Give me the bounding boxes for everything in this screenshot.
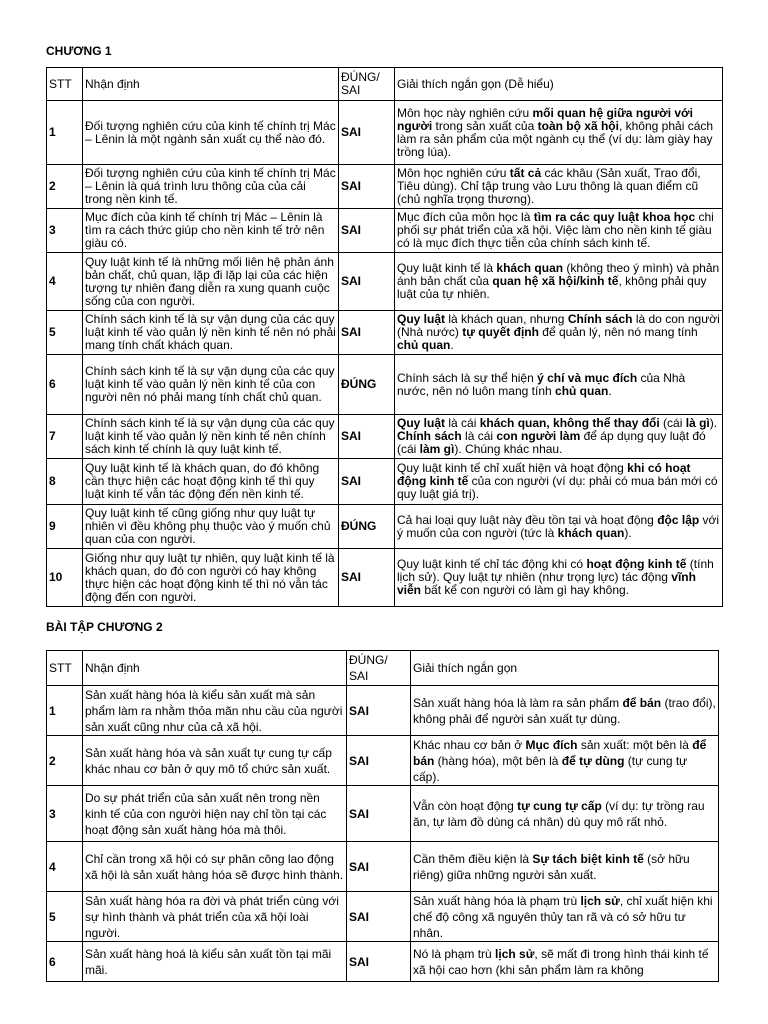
explanation-text: (sở hữu riêng) giữa những người sản xuất.	[413, 851, 690, 882]
explanation-cell	[395, 505, 723, 549]
answer-cell: SAI	[339, 311, 395, 355]
statement-cell: Đối tượng nghiên cứu của kinh tế chính trị Mác – Lênin là quá trình lưu thông của của cải trong nền kinh tế.	[83, 165, 339, 209]
row-number: 1	[47, 101, 83, 165]
statement-cell: Sản xuất hàng hóa là kiểu sản xuất mà sản phẩm làm ra nhằm thỏa mãn nhu cầu của người sản xuất cũng như của cả xã hội.	[83, 686, 347, 736]
header-answer: ĐÚNG/ SAI	[347, 651, 411, 686]
table-row	[47, 165, 723, 209]
answer-cell: SAI	[339, 165, 395, 209]
answer-cell: SAI	[347, 942, 411, 982]
explanation-text: Sản xuất hàng hóa là làm ra sản phẩm	[413, 695, 623, 710]
explanation-text: với ý muốn của con người (tức là	[397, 512, 720, 540]
table-row	[47, 209, 723, 253]
explanation-emphasis: khi có hoạt động kinh tế	[397, 461, 691, 488]
statement-cell: Do sự phát triển của sản xuất nên trong nền kinh tế của con người hiện nay chỉ tồn tại các hoạt động sản xuất hàng hóa mà thôi.	[83, 786, 347, 842]
explanation-cell	[395, 253, 723, 311]
explanation-text: , không phải quy luật của tự nhiên.	[397, 274, 707, 301]
explanation-emphasis: Sự tách biệt kinh tế	[532, 851, 644, 866]
explanation-text: Cần thêm điều kiện là	[413, 851, 533, 866]
statement-cell: Chỉ cần trong xã hội có sự phân công lao động xã hội là sản xuất hàng hóa sẽ được hình thành.	[83, 842, 347, 892]
row-number: 3	[47, 786, 83, 842]
answer-cell: SAI	[347, 842, 411, 892]
table-row	[47, 842, 719, 892]
explanation-text: Nó là phạm trù	[413, 946, 496, 961]
answer-cell: SAI	[339, 549, 395, 607]
explanation-text: , chỉ xuất hiện khi chế độ công xã nguyên thủy tan rã và có sở hữu tư nhân.	[413, 893, 713, 940]
statement-cell: Sản xuất hàng hoá là kiểu sản xuất tồn tại mãi mãi.	[83, 942, 347, 982]
header-stt: STT	[47, 651, 83, 686]
explanation-text: , sẽ mất đi trong hình thái kinh tế xã hội cao hơn (khi sản phẩm làm ra không	[413, 946, 709, 977]
explanation-text: (tự cung tự cấp).	[413, 753, 688, 784]
answer-cell: SAI	[339, 209, 395, 253]
explanation-text: Khác nhau cơ bản ở	[413, 737, 526, 752]
statement-cell: Mục đích của kinh tế chính trị Mác – Lênin là tìm ra cách thức giúp cho nền kinh tế trở nên giàu có.	[83, 209, 339, 253]
answer-cell: SAI	[339, 101, 395, 165]
chapter1-title: CHƯƠNG 1	[46, 44, 112, 58]
statement-cell: Quy luật kinh tế cũng giống như quy luật tự nhiên vì đều không phụ thuộc vào ý muốn chủ quan của con người.	[83, 505, 339, 549]
explanation-emphasis: khách quan, không thể thay đổi	[479, 416, 660, 430]
table-row	[47, 786, 719, 842]
explanation-emphasis: chủ quan	[397, 338, 451, 352]
explanation-text: để quản lý, nên nó mang tính	[538, 325, 698, 339]
explanation-cell	[411, 942, 719, 982]
explanation-text: là khách quan, nhưng	[445, 312, 568, 326]
row-number: 2	[47, 165, 83, 209]
explanation-cell	[395, 459, 723, 505]
explanation-text: bất kể con người có làm gì hay không.	[421, 583, 630, 597]
explanation-text: Mục đích của môn học là	[397, 210, 534, 224]
answer-cell: SAI	[347, 892, 411, 942]
row-number: 1	[47, 686, 83, 736]
table-row	[47, 736, 719, 786]
explanation-emphasis: để bán	[622, 695, 662, 710]
explanation-text: (không theo ý mình) và phản ánh bản chất của	[397, 261, 720, 288]
explanation-text: là do con người (Nhà nước)	[397, 312, 720, 339]
statement-cell: Sản xuất hàng hóa ra đời và phát triển cùng với sự hình thành và phát triển của xã hội loài người.	[83, 892, 347, 942]
explanation-emphasis: Mục đích	[525, 737, 578, 752]
explanation-emphasis: quan hệ xã hội/kinh tế	[492, 274, 619, 288]
explanation-emphasis: chủ quan	[555, 383, 609, 398]
explanation-text: Chính sách là sự thể hiện	[397, 370, 538, 385]
explanation-emphasis: ý chí và mục đích	[537, 370, 638, 385]
explanation-text: , không phải cách làm ra sản phẩm của một ngành cụ thể (ví dụ: làm giày hay trồng lúa).	[397, 118, 714, 159]
explanation-text: Quy luật kinh tế chỉ tác động khi có	[397, 557, 587, 571]
explanation-text: Vẫn còn hoạt động	[413, 798, 518, 813]
explanation-cell	[395, 101, 723, 165]
row-number: 9	[47, 505, 83, 549]
explanation-emphasis: mối quan hệ giữa người với người	[397, 105, 693, 133]
statement-cell: Đối tượng nghiên cứu của kinh tế chính trị Mác – Lênin là một ngành sản xuất cụ thể nào đó.	[83, 101, 339, 165]
explanation-text: Cả hai loại quy luật này đều tồn tại và hoạt động	[397, 512, 658, 527]
table-row	[47, 415, 723, 459]
row-number: 6	[47, 942, 83, 982]
row-number: 3	[47, 209, 83, 253]
explanation-text: trong sản xuất của	[432, 118, 538, 133]
explanation-emphasis: Quy luật	[397, 416, 446, 430]
row-number: 2	[47, 736, 83, 786]
explanation-text: là cái	[461, 429, 497, 443]
explanation-emphasis: khách quan	[496, 261, 564, 275]
explanation-text: các khâu (Sản xuất, Trao đổi, Tiêu dùng). Chỉ tập trung vào Lưu thông là quan điểm cũ (chủ nghĩa trọng thương).	[397, 166, 701, 206]
explanation-text: .	[608, 383, 612, 398]
explanation-text: để áp dụng quy luật đó (cái	[397, 429, 706, 456]
answer-cell: SAI	[339, 253, 395, 311]
explanation-emphasis: tìm ra các quy luật khoa học	[533, 210, 696, 224]
explanation-cell	[395, 165, 723, 209]
explanation-emphasis: toàn bộ xã hội	[537, 118, 619, 133]
table-row	[47, 459, 723, 505]
chapter1-table	[46, 67, 723, 607]
header-explanation: Giải thích ngắn gọn (Dễ hiểu)	[395, 68, 723, 101]
explanation-cell	[411, 736, 719, 786]
header-statement: Nhận định	[83, 68, 339, 101]
table-row	[47, 549, 723, 607]
statement-cell: Giống như quy luật tự nhiên, quy luật kinh tế là khách quan, do đó con người có hay không thực hiện các hoạt động kinh tế thì nó vẫn tác động đến con người.	[83, 549, 339, 607]
explanation-text: của Nhà nước, nên nó luôn mang tính	[397, 370, 686, 398]
chapter2-table	[46, 650, 719, 982]
table-row	[47, 942, 719, 982]
explanation-text: Quy luật kinh tế chỉ xuất hiện và hoạt động	[397, 461, 628, 475]
table-header-row	[47, 68, 723, 101]
explanation-text: (ví dụ: tự trồng rau ăn, tự làm đồ dùng cá nhân) dù quy mô rất nhỏ.	[413, 798, 705, 829]
explanation-text: (cái	[659, 416, 686, 430]
header-answer: ĐÚNG/ SAI	[339, 68, 395, 101]
explanation-text: ). Chúng khác nhau.	[454, 442, 563, 456]
explanation-emphasis: lịch sử	[495, 946, 535, 961]
answer-cell: ĐÚNG	[339, 505, 395, 549]
row-number: 5	[47, 892, 83, 942]
explanation-emphasis: Quy luật	[397, 312, 446, 326]
row-number: 5	[47, 311, 83, 355]
answer-cell: ĐÚNG	[339, 355, 395, 415]
explanation-text: (tính lịch sử). Quy luật tự nhiên (như trọng lực) tác động	[397, 557, 714, 584]
explanation-emphasis: là gì	[685, 416, 710, 430]
table-row	[47, 686, 719, 736]
answer-cell: SAI	[339, 415, 395, 459]
row-number: 7	[47, 415, 83, 459]
statement-cell: Chính sách kinh tế là sự vận dụng của các quy luật kinh tế vào quản lý nền kinh tế nên nó phải mang tính chất khách quan.	[83, 311, 339, 355]
statement-cell: Chính sách kinh tế là sự vận dụng của các quy luật kinh tế vào quản lý nền kinh tế nên chính sách kinh tế chính là quy luật kinh tế.	[83, 415, 339, 459]
explanation-cell	[395, 209, 723, 253]
explanation-text: (trao đổi), không phải để người sản xuất tự dùng.	[413, 695, 716, 726]
header-stt: STT	[47, 68, 83, 101]
statement-cell: Sản xuất hàng hóa và sản xuất tự cung tự cấp khác nhau cơ bản ở quy mô tổ chức sản xuất.	[83, 736, 347, 786]
answer-cell: SAI	[347, 786, 411, 842]
answer-cell: SAI	[347, 686, 411, 736]
explanation-emphasis: lịch sử	[580, 893, 620, 908]
row-number: 4	[47, 253, 83, 311]
explanation-cell	[395, 415, 723, 459]
row-number: 8	[47, 459, 83, 505]
row-number: 10	[47, 549, 83, 607]
explanation-emphasis: để bán	[413, 737, 707, 768]
explanation-cell	[395, 549, 723, 607]
statement-cell: Quy luật kinh tế là khách quan, do đó không cần thực hiện các hoạt động kinh tế thì quy luật kinh tế vẫn tác động đến nền kinh tế.	[83, 459, 339, 505]
explanation-emphasis: con người làm	[496, 429, 581, 443]
explanation-text: Môn học nghiên cứu	[397, 166, 510, 180]
answer-cell: SAI	[339, 459, 395, 505]
explanation-text: của con người (ví dụ: phải có mua bán mới có quy luật giá trị).	[397, 474, 718, 501]
explanation-cell	[411, 686, 719, 736]
answer-cell: SAI	[347, 736, 411, 786]
table-row	[47, 892, 719, 942]
explanation-emphasis: làm gì	[419, 442, 455, 456]
statement-cell: Chính sách kinh tế là sự vận dụng của các quy luật kinh tế vào quản lý nền kinh tế của con người nên nó phải mang tính chất chủ quan.	[83, 355, 339, 415]
explanation-emphasis: Chính sách	[397, 429, 462, 443]
row-number: 4	[47, 842, 83, 892]
explanation-emphasis: để tự dùng	[561, 753, 625, 768]
explanation-emphasis: vĩnh viễn	[397, 570, 696, 597]
explanation-text: chi phối sự phát triển của xã hội. Việc làm cho nền kinh tế giàu có là mục đích thực tiễn của chính sách kinh tế.	[397, 210, 714, 250]
explanation-cell	[395, 311, 723, 355]
explanation-text: Sản xuất hàng hóa là phạm trù	[413, 893, 581, 908]
explanation-text: ).	[709, 416, 718, 430]
table-header-row	[47, 651, 719, 686]
header-explanation: Giải thích ngắn gọn	[411, 651, 719, 686]
explanation-text: sản xuất: một bên là	[577, 737, 693, 752]
explanation-text: Môn học này nghiên cứu	[397, 105, 533, 120]
row-number: 6	[47, 355, 83, 415]
header-statement: Nhận định	[83, 651, 347, 686]
explanation-emphasis: hoạt động kinh tế	[586, 557, 687, 571]
table-row	[47, 311, 723, 355]
explanation-emphasis: tự cung tự cấp	[517, 798, 602, 813]
explanation-emphasis: khách quan	[557, 525, 625, 540]
explanation-text: ).	[624, 525, 632, 540]
explanation-cell	[411, 786, 719, 842]
explanation-text: là cái	[445, 416, 480, 430]
explanation-cell	[411, 892, 719, 942]
table-row	[47, 253, 723, 311]
explanation-cell	[395, 355, 723, 415]
explanation-emphasis: tất cả	[509, 166, 542, 180]
explanation-emphasis: độc lập	[657, 512, 700, 527]
table-row	[47, 355, 723, 415]
explanation-emphasis: tự quyết định	[462, 325, 539, 339]
chapter2-title: BÀI TẬP CHƯƠNG 2	[46, 620, 163, 634]
explanation-text: .	[450, 338, 454, 352]
explanation-text: Quy luật kinh tế là	[397, 261, 497, 275]
statement-cell: Quy luật kinh tế là những mối liên hệ phản ánh bản chất, chủ quan, lặp đi lặp lại của các hiện tượng tự nhiên đang diễn ra xung quanh cuộc sống của con người.	[83, 253, 339, 311]
table-row	[47, 101, 723, 165]
explanation-text: (hàng hóa), một bên là	[434, 753, 562, 768]
explanation-emphasis: Chính sách	[567, 312, 633, 326]
table-row	[47, 505, 723, 549]
explanation-cell	[411, 842, 719, 892]
